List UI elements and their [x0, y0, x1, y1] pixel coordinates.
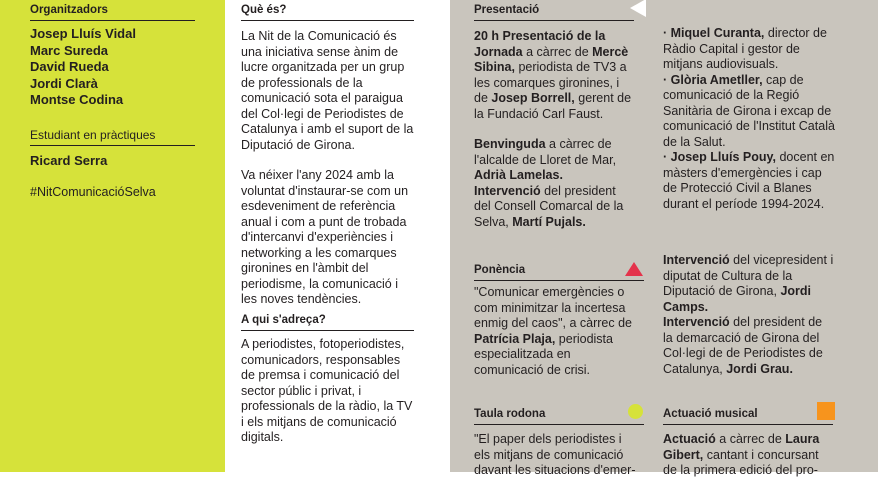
intern-name: Ricard Serra — [30, 153, 108, 168]
president-paragraph: Intervenció del president de la demarcació de Girona del Col·legi de de Periodistes de Catalunya, Jordi Grau. — [663, 315, 823, 376]
organizer-name: David Rueda — [30, 59, 109, 74]
red-triangle-icon — [625, 262, 643, 276]
organizers-heading: Organitzadors — [30, 0, 195, 21]
roundtable-section — [474, 407, 644, 479]
roundtable-text: "El paper dels periodistes i els mitjans de comunicació davant les situacions d'emer- — [474, 432, 636, 477]
music-heading: Actuació musical — [663, 407, 833, 425]
keynote-heading: Ponència — [474, 263, 644, 281]
organizer-name: Jordi Clarà — [30, 75, 98, 91]
roundtable-heading: Taula rodona — [474, 407, 644, 425]
organizer-name: Marc Sureda — [30, 42, 109, 58]
intern-section — [30, 128, 195, 170]
presentation-section — [474, 0, 634, 230]
organizer-name: Montse Codina — [30, 92, 124, 107]
flag-marker-icon — [630, 0, 646, 17]
what-is-section — [241, 0, 414, 308]
presentation-paragraph: 20 h Presentació de la Jornada a càrrec de Mercè Sibina, periodista de TV3 a les comarques gironines, i de Josep Borrell, gerent de la Fundació Carl Faust. — [474, 29, 632, 121]
organizer-name: Josep Lluís Vidal — [30, 26, 136, 41]
what-is-paragraph-2: Va néixer l'any 2024 amb la voluntat d'instaurar-se com un esdeveniment de referència anual i com a punt de trobada d'intercanvi d'experiències i networking a les comarques gironines en l'àmbit del periodisme, la comunicació i les noves tendències. — [241, 168, 409, 306]
welcome-paragraph: Benvinguda a càrrec de l'alcalde de Lloret de Mar, Adrià Lamelas. — [474, 137, 617, 182]
hashtag: #NitComunicacióSelva — [30, 185, 156, 199]
participant-item: · Josep Lluís Pouy, docent en màsters d'emergències i cap de Protecció Civil a Blanes durant el període 1994-2024. — [663, 150, 835, 211]
orange-square-icon — [817, 402, 835, 420]
keynote-section — [474, 263, 644, 378]
audience-heading: A qui s'adreça? — [241, 313, 414, 331]
participant-item: · Miquel Curanta, director de Ràdio Capital i gestor de mitjans audiovisuals. — [663, 26, 827, 71]
speeches-section — [663, 253, 835, 377]
yellow-dot-icon — [628, 404, 643, 419]
audience-section — [241, 313, 414, 446]
presentation-heading: Presentació — [474, 0, 634, 21]
vicepresident-paragraph: Intervenció del vicepresident i diputat de Cultura de la Diputació de Girona, Jordi Camps. — [663, 253, 834, 314]
audience-text: A periodistes, fotoperiodistes, comunicadors, responsables de premsa i comunicació del sector públic i privat, i professionals de la ràdio, la TV i els mitjans de comunicació digitals. — [241, 337, 413, 444]
council-paragraph: Intervenció del president del Consell Comarcal de la Selva, Martí Pujals. — [474, 183, 624, 229]
keynote-text: "Comunicar emergències o com minimitzar la incertesa enmig del caos", a càrrec de Patrícia Plaja, periodista especialitzada en comunicació de crisi. — [474, 285, 632, 377]
what-is-paragraph-1: La Nit de la Comunicació és una iniciativa sense ànim de lucre organitzada per un grup de professionals de la comunicació sota el paraigua del Col·legi de Periodistes de Catalunya i amb el suport de la Diputació de Girona. — [241, 29, 414, 152]
presentation-bold: 20 h Presentació de la Jornada — [474, 29, 606, 59]
participants-list — [663, 26, 835, 212]
organizers-list — [30, 26, 195, 109]
what-is-heading: Què és? — [241, 0, 414, 21]
music-section — [663, 407, 833, 479]
organizers-section — [30, 0, 195, 109]
music-text: Actuació a càrrec de Laura Gibert, cantant i concursant de la primera edició del pro- — [663, 432, 820, 477]
participant-item: · Glòria Ametller, cap de comunicació de la Regió Sanitària de Girona i excap de comunicació de l'Institut Català de la Salut. — [663, 72, 835, 149]
intern-heading: Estudiant en pràctiques — [30, 128, 195, 146]
